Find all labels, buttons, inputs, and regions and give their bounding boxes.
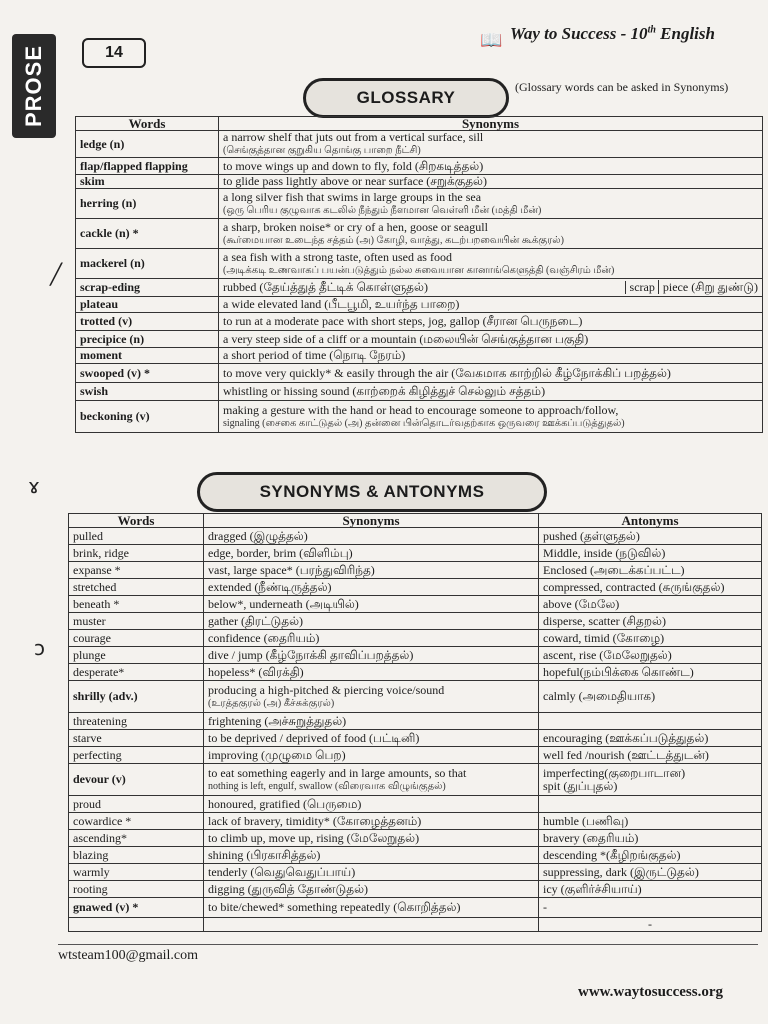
pen-mark: ɤ (28, 474, 40, 498)
glossary-word: precipice (n) (76, 331, 219, 348)
glossary-definition (219, 131, 763, 158)
glossary-row (76, 131, 763, 158)
glossary-word: plateau (76, 297, 219, 313)
syn-synonym (204, 730, 539, 747)
glossary-row (76, 189, 763, 219)
running-title-main: Way to Success - 10 (510, 24, 648, 43)
glossary-definition (219, 331, 763, 348)
syn-row (69, 881, 762, 898)
prose-side-tab (12, 34, 56, 138)
definition-text: to glide pass lightly above or near surface (சறுக்குதல்) (223, 174, 487, 188)
antonym-text: hopeful(நம்பிக்கை கொண்ட) (543, 664, 694, 679)
antonym-text: imperfecting(குறைபாடான) (543, 765, 686, 780)
syn-antonym (539, 847, 762, 864)
syn-synonym (204, 545, 539, 562)
definition-tamil: (அடிக்கடி உணவாகப் பயன்படுத்தும் நல்ல சுவையான கானாங்கெளுத்தி (வஞ்சிரம் மீன்) (223, 264, 615, 276)
definition-text: a long silver fish that swims in large groups in the sea (223, 189, 482, 204)
glossary-word: cackle (n) * (76, 219, 219, 249)
syn-word: perfecting (69, 747, 204, 764)
glossary-word: scrap-eding (76, 279, 219, 297)
glossary-definition (219, 364, 763, 383)
glossary-row (76, 219, 763, 249)
synonym-text: digging (துருவித் தோண்டுதல்) (208, 881, 369, 896)
synonym-text: to be deprived / deprived of food (பட்டினி) (208, 730, 420, 745)
syn-row (69, 562, 762, 579)
glossary-header-synonyms: Synonyms (219, 117, 763, 131)
book-icon: 📖 (480, 30, 503, 50)
syn-header-antonyms: Antonyms (539, 514, 762, 528)
antonym-text: disperse, scatter (சிதறல்) (543, 613, 666, 628)
syn-row (69, 681, 762, 713)
definition-text: a very steep side of a cliff or a mountain (மலையின் செங்குத்தான பகுதி) (223, 331, 589, 346)
antonym-text: suppressing, dark (இருட்டுதல்) (543, 864, 699, 879)
antonym-text: descending *(கீழிறங்குதல்) (543, 847, 681, 862)
syn-synonym (204, 813, 539, 830)
syn-word: desperate* (69, 664, 204, 681)
antonym-text: calmly (அமைதியாக) (543, 689, 656, 703)
syn-antonym (539, 562, 762, 579)
definition-text: a sharp, broken noise* or cry of a hen, goose or seagull (223, 219, 488, 234)
side-tab-label: PROSE (21, 44, 46, 128)
synonym-text: confidence (தைரியம்) (208, 630, 320, 645)
syn-word: gnawed (v) * (69, 898, 204, 918)
syn-antonym (539, 830, 762, 847)
syn-antonym (539, 864, 762, 881)
syn-word: proud (69, 796, 204, 813)
syn-row (69, 713, 762, 730)
syn-antonym (539, 664, 762, 681)
definition-text: a sea fish with a strong taste, often used as food (223, 249, 452, 264)
syn-row (69, 596, 762, 613)
glossary-row (76, 348, 763, 364)
glossary-row (76, 313, 763, 331)
syn-synonym (204, 881, 539, 898)
glossary-word: flap/flapped flapping (76, 158, 219, 175)
syn-antonym (539, 613, 762, 630)
syn-word: plunge (69, 647, 204, 664)
syn-row-extra (69, 918, 762, 932)
definition-text: rubbed (தேய்த்துத் தீட்டிக் கொள்ளுதல்) (223, 280, 428, 294)
glossary-word: beckoning (v) (76, 401, 219, 433)
glossary-definition (219, 348, 763, 364)
antonym-text-2: spit (துப்புதல்) (543, 778, 618, 793)
antonym-text: pushed (தள்ளுதல்) (543, 528, 640, 543)
syn-word: cowardice * (69, 813, 204, 830)
syn-word: threatening (69, 713, 204, 730)
syn-antonym (539, 898, 762, 918)
syn-synonym (204, 681, 539, 713)
syn-row (69, 579, 762, 596)
syn-word: devour (v) (69, 764, 204, 796)
antonym-text: above (மேலே) (543, 596, 620, 611)
syn-row (69, 647, 762, 664)
definition-tamil: (கூர்மையான உடைந்த சத்தம் (அ) கோழி, வாத்து, கடற்பறவையின் கூக்குரல்) (223, 234, 564, 246)
glossary-definition (219, 158, 763, 175)
glossary-table (75, 116, 763, 433)
syn-word: rooting (69, 881, 204, 898)
syn-word: brink, ridge (69, 545, 204, 562)
antonym-text: humble (பணிவு) (543, 813, 629, 828)
glossary-row (76, 331, 763, 348)
syn-empty-word (69, 918, 204, 932)
definition-text: to move wings up and down to fly, fold (சிறகடித்தல்) (223, 158, 484, 173)
antonym-text: - (543, 900, 547, 914)
syn-row (69, 545, 762, 562)
syn-row (69, 830, 762, 847)
syn-row (69, 864, 762, 881)
syn-synonym (204, 562, 539, 579)
glossary-definition (219, 175, 763, 189)
syn-antonym (539, 545, 762, 562)
syn-row (69, 764, 762, 796)
glossary-row (76, 383, 763, 401)
glossary-row (76, 175, 763, 189)
definition-text: to run at a moderate pace with short steps, jog, gallop (சீரான பெருநடை) (223, 314, 583, 328)
definition-text: making a gesture with the hand or head to encourage someone to approach/follow, (223, 402, 619, 417)
glossary-word: herring (n) (76, 189, 219, 219)
definition-tamil: signaling (சைகை காட்டுதல் (அ) தன்னை பின்தொடர்வதற்காக ஒருவரை ஊக்கப்படுத்துதல்) (223, 417, 625, 429)
syn-antonym (539, 764, 762, 796)
syn-word: starve (69, 730, 204, 747)
antonym-text: compressed, contracted (சுருங்குதல்) (543, 579, 725, 594)
glossary-header-words: Words (76, 117, 219, 131)
pen-mark: ↄ (34, 636, 45, 660)
definition-text: a short period of time (நொடி நேரம்) (223, 348, 406, 362)
syn-word: beneath * (69, 596, 204, 613)
synonym-text: dive / jump (கீழ்நோக்கி தாவிப்பறத்தல்) (208, 647, 414, 662)
syn-synonym (204, 647, 539, 664)
running-title-sup: th (647, 24, 656, 36)
definition-tamil: (செங்குத்தான குறுகிய தொங்கு பாறை நீட்சி) (223, 145, 421, 156)
synonym-text: gather (திரட்டுதல்) (208, 613, 304, 628)
syn-antonym (539, 647, 762, 664)
footer-website: www.waytosuccess.org (578, 984, 723, 1000)
syn-antonym (539, 579, 762, 596)
syn-synonym (204, 898, 539, 918)
syn-word: stretched (69, 579, 204, 596)
syn-synonym (204, 528, 539, 545)
syn-row (69, 747, 762, 764)
syn-row (69, 528, 762, 545)
synonym-text: extended (நீண்டிருத்தல்) (208, 579, 332, 594)
pen-mark: ╱ (50, 262, 63, 286)
extra-word: scrap (629, 280, 655, 294)
synonym-text: edge, border, brim (விளிம்பு) (208, 545, 353, 560)
footer-email: wtsteam100@gmail.com (58, 948, 199, 963)
syn-antonym (539, 681, 762, 713)
syn-row (69, 730, 762, 747)
glossary-row (76, 297, 763, 313)
syn-synonym (204, 864, 539, 881)
synonyms-antonyms-table (68, 513, 762, 932)
syn-antonym (539, 747, 762, 764)
synonym-text: shining (பிரகாசித்தல்) (208, 847, 321, 862)
syn-antonym (539, 713, 762, 730)
glossary-row (76, 401, 763, 433)
glossary-word: swish (76, 383, 219, 401)
syn-synonym (204, 830, 539, 847)
synonym-text: to eat something eagerly and in large amounts, so that (208, 765, 467, 780)
synonyms-antonyms-banner: SYNONYMS & ANTONYMS (197, 472, 547, 512)
glossary-row (76, 279, 763, 297)
syn-synonym (204, 596, 539, 613)
definition-text: a wide elevated land (பீடபூமி, உயர்ந்த பாறை) (223, 297, 460, 311)
synonym-text: frightening (அச்சுறுத்துதல்) (208, 713, 347, 728)
syn-word: blazing (69, 847, 204, 864)
antonym-text: coward, timid (கோழை) (543, 630, 665, 645)
glossary-row (76, 364, 763, 383)
running-title (510, 24, 715, 44)
antonym-text: well fed /nourish (ஊட்டத்துடன்) (543, 747, 709, 762)
antonym-text: encouraging (ஊக்கப்படுத்துதல்) (543, 730, 709, 745)
glossary-row (76, 249, 763, 279)
syn-word: muster (69, 613, 204, 630)
syn-empty-synonym (204, 918, 539, 932)
definition-extra (625, 281, 758, 294)
synonym-text: honoured, gratified (பெருமை) (208, 796, 362, 811)
syn-word: shrilly (adv.) (69, 681, 204, 713)
syn-word: courage (69, 630, 204, 647)
glossary-definition (219, 401, 763, 433)
running-title-tail: English (655, 24, 715, 43)
glossary-definition (219, 279, 763, 297)
syn-row (69, 796, 762, 813)
glossary-row (76, 158, 763, 175)
definition-tamil: (ஒரு பெரிய குழுவாக கடலில் நீந்தும் நீளமான வெள்ளி மீன் (மத்தி மீன்) (223, 204, 542, 216)
glossary-definition (219, 297, 763, 313)
extra-meaning: piece (சிறு துண்டு) (658, 280, 758, 294)
definition-split (223, 281, 758, 294)
syn-word: pulled (69, 528, 204, 545)
synonym-text: hopeless* (விரக்தி) (208, 664, 304, 679)
glossary-word: swooped (v) * (76, 364, 219, 383)
definition-text: whistling or hissing sound (காற்றைக் கிழித்துச் செல்லும் சத்தம்) (223, 384, 546, 398)
syn-extra-dash: - (539, 918, 762, 932)
syn-row (69, 613, 762, 630)
syn-synonym (204, 796, 539, 813)
antonym-text: ascent, rise (மேலேறுதல்) (543, 647, 672, 662)
definition-text: to move very quickly* & easily through the air (வேகமாக காற்றில் கீழ்நோக்கிப் பறத்தல்) (223, 365, 671, 380)
glossary-definition (219, 219, 763, 249)
synonym-tamil: (உரத்தகுரல் (அ) கீச்சுக்குரல்) (208, 697, 335, 709)
syn-synonym (204, 579, 539, 596)
syn-header-words: Words (69, 514, 204, 528)
glossary-definition (219, 189, 763, 219)
antonym-text: icy (குளிர்ச்சியாய்) (543, 881, 642, 896)
syn-synonym (204, 747, 539, 764)
synonym-text: below*, underneath (அடியில்) (208, 596, 359, 611)
synonym-tamil: nothing is left, engulf, swallow (விரைவாக விழுங்குதல்) (208, 780, 446, 792)
syn-row (69, 630, 762, 647)
glossary-word: moment (76, 348, 219, 364)
synonym-text: to climb up, move up, rising (மேலேறுதல்) (208, 830, 420, 845)
glossary-definition (219, 313, 763, 331)
syn-row (69, 664, 762, 681)
glossary-banner: GLOSSARY (303, 78, 509, 118)
syn-antonym (539, 881, 762, 898)
glossary-definition (219, 383, 763, 401)
syn-word: expanse * (69, 562, 204, 579)
glossary-word: skim (76, 175, 219, 189)
syn-antonym (539, 796, 762, 813)
definition-text: a narrow shelf that juts out from a vertical surface, sill (223, 130, 484, 144)
synonym-text: tenderly (வெதுவெதுப்பாய்) (208, 864, 356, 879)
synonym-text: improving (முழுமை பெற) (208, 747, 346, 762)
footer-rule (58, 944, 758, 945)
syn-antonym (539, 730, 762, 747)
syn-row (69, 847, 762, 864)
syn-antonym (539, 630, 762, 647)
synonym-text: dragged (இழுத்தல்) (208, 528, 308, 543)
synonym-text: vast, large space* (பரந்துவிரிந்த) (208, 562, 375, 577)
syn-synonym (204, 664, 539, 681)
syn-synonym (204, 764, 539, 796)
syn-word: warmly (69, 864, 204, 881)
synonym-text: to bite/chewed* something repeatedly (கொறித்தல்) (208, 900, 461, 914)
glossary-note: (Glossary words can be asked in Synonyms) (515, 80, 729, 94)
synonym-text: producing a high-pitched & piercing voice/sound (208, 682, 445, 697)
glossary-word: mackerel (n) (76, 249, 219, 279)
antonym-text: Middle, inside (நடுவில்) (543, 545, 666, 560)
glossary-word: trotted (v) (76, 313, 219, 331)
syn-word: ascending* (69, 830, 204, 847)
antonym-text: Enclosed (அடைக்கப்பட்ட) (543, 562, 685, 577)
antonym-text: bravery (தைரியம்) (543, 830, 639, 845)
syn-row (69, 813, 762, 830)
syn-antonym (539, 596, 762, 613)
syn-synonym (204, 713, 539, 730)
syn-header-synonyms: Synonyms (204, 514, 539, 528)
glossary-word: ledge (n) (76, 131, 219, 158)
syn-antonym (539, 813, 762, 830)
glossary-definition (219, 249, 763, 279)
synonym-text: lack of bravery, timidity* (கோழைத்தனம்) (208, 813, 422, 828)
syn-synonym (204, 630, 539, 647)
syn-synonym (204, 613, 539, 630)
syn-synonym (204, 847, 539, 864)
syn-row (69, 898, 762, 918)
syn-antonym (539, 528, 762, 545)
page-number: 14 (82, 38, 146, 68)
